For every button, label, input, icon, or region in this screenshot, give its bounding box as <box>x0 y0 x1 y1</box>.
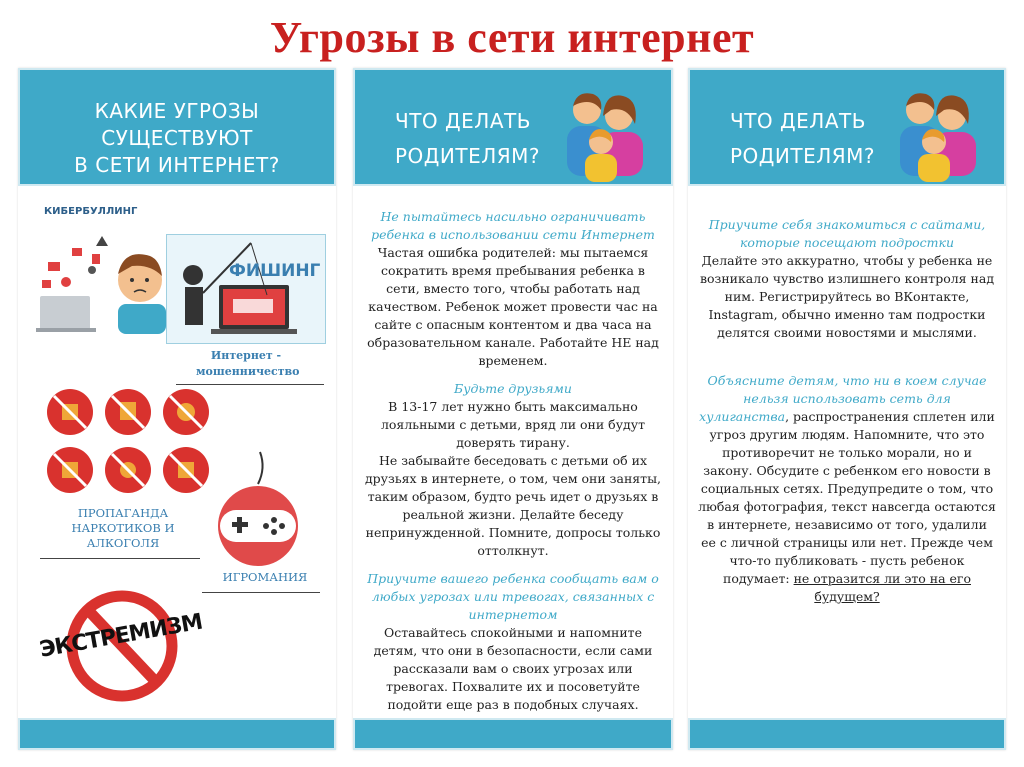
section-text: Не забывайте беседовать с детьми об их друзьях в интернете, о том, чем они заняты, таким образом, будто речь идет о друзьях в реальной жизни. Делайте беседу непринужденной. Помните, допросы только оттолкнут. <box>364 453 661 558</box>
drugs-icons <box>42 388 212 498</box>
section-heading: Будьте друзьями <box>454 381 572 396</box>
section-heading: Не пытайтесь насильно ограничивать ребенка в использовании сети Интернет <box>371 209 655 242</box>
fraud-label: Интернет - мошенничество <box>196 349 300 378</box>
gamepad-icon <box>196 448 320 568</box>
parents-column-2 <box>688 68 1006 750</box>
parents-advice-text <box>698 216 996 616</box>
section-text: Частая ошибка родителей: мы пытаемся сократить время пребывания ребенка в сети, вместо того, чтобы работать над качеством. Ребенок может провести час на сайте с опасным контентом и два часа на образовательном канале. Работайте НЕ над временем. <box>367 245 659 368</box>
phishing-image <box>166 234 326 344</box>
section-heading: Приучите себя знакомиться с сайтами, которые посещают подростки <box>708 217 986 250</box>
section-text: , распространения сплетен или угроз другим людям. Напомните, что это противоречит не только морали, но и закону. Обсудите с ребенком его новости в социальных сетях. Предупредите о том, что любая фотография, текст навсегда остаются в интернете, независимо от того, удалили ее с личной страницы или нет. Прежде чем что-то публиковать - пусть ребенок подумает: <box>698 409 996 586</box>
highlight-question: не отразится ли это на его будущем? <box>793 571 971 604</box>
threats-banner <box>18 68 336 186</box>
section-text: В 13-17 лет нужно быть максимально лояльными с детьми, вряд ли они будут доверять тирану. <box>380 399 646 450</box>
cyberbullying-illustration <box>32 218 172 338</box>
gaming-label: ИГРОМАНИЯ <box>222 570 308 584</box>
section-heading: Объясните детям, что ни в коем случае нельзя использовать сеть для хулиганства <box>699 373 987 424</box>
footer-bar <box>18 718 336 750</box>
banner-line: РОДИТЕЛЯМ? <box>395 144 541 168</box>
family-icon <box>886 84 996 184</box>
phishing-label: ФИШИНГ <box>229 261 321 281</box>
footer-bar <box>353 718 673 750</box>
banner-line: ЧТО ДЕЛАТЬ <box>730 109 866 133</box>
section-text: Делайте это аккуратно, чтобы у ребенка не возникало чувство излишнего контроля над ним. Регистрируйтесь во ВКонтакте, Instagram, обычно именно там подростки делятся своими новостями и мыслями. <box>699 253 995 340</box>
section-text: Оставайтесь спокойными и напомните детям, что они в безопасности, если сами рассказали вам о своих угрозах или тревогах. Похвалите их и посоветуйте подойти еще раз в подобных случаях. <box>373 625 653 712</box>
threats-column <box>18 68 336 750</box>
parents-banner <box>353 68 673 186</box>
cyberbullying-label: КИБЕРБУЛЛИНГ <box>44 206 138 217</box>
divider <box>40 558 200 559</box>
banner-line: КАКИЕ УГРОЗЫ <box>94 99 260 123</box>
phishing-illustration <box>167 235 325 343</box>
extremism-label: ЭКСТРЕМИЗМ <box>37 609 204 663</box>
footer-bar <box>688 718 1006 750</box>
family-icon <box>553 84 663 184</box>
parents-column-1 <box>353 68 673 750</box>
banner-line: РОДИТЕЛЯМ? <box>730 144 876 168</box>
parents-banner <box>688 68 1006 186</box>
banner-line: В СЕТИ ИНТЕРНЕТ? <box>74 153 280 177</box>
banner-line: СУЩЕСТВУЮТ <box>101 126 253 150</box>
drugs-label: ПРОПАГАНДА НАРКОТИКОВ И АЛКОГОЛЯ <box>71 506 175 550</box>
page-title: Угрозы в сети интернет <box>269 13 755 62</box>
divider <box>176 384 324 385</box>
section-heading: Приучите вашего ребенка сообщать вам о любых угрозах или тревогах, связанных с интернетом <box>367 571 659 622</box>
banner-line: ЧТО ДЕЛАТЬ <box>395 109 531 133</box>
parents-advice-text <box>363 208 663 724</box>
